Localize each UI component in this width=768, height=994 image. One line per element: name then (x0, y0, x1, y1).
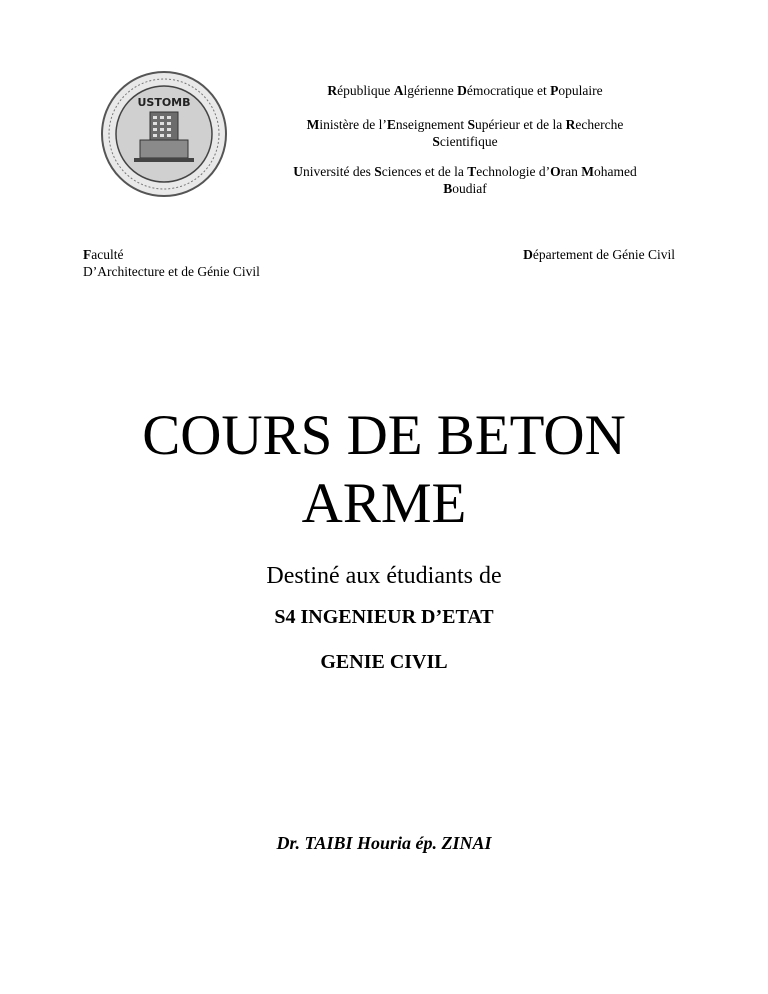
university-rest-5: oudiaf (452, 181, 487, 196)
department-label (523, 246, 675, 263)
university-rest-4: ohamed (593, 164, 637, 179)
republic-line (250, 82, 680, 99)
ministry-rest-3: echerche (575, 117, 624, 132)
university-line (250, 163, 680, 197)
university-rest-0: niversité des (303, 164, 375, 179)
republic-rest-2: émocratique et (466, 83, 551, 98)
university-cap-3: O (550, 164, 561, 179)
department-rest: épartement de Génie Civil (532, 247, 675, 262)
ministry-cap-2: S (467, 117, 475, 132)
university-cap-2: T (467, 164, 477, 179)
audience-field: GENIE CIVIL (320, 651, 448, 673)
republic-cap-1: A (393, 83, 404, 98)
republic-cap-3: P (550, 83, 559, 98)
university-rest-2: echnologie d’ (476, 164, 551, 179)
university-cap-0: U (293, 164, 304, 179)
republic-cap-2: D (457, 83, 467, 98)
ministry-rest-1: nseignement (395, 117, 468, 132)
republic-rest-1: lgérienne (403, 83, 458, 98)
author-name: Dr. TAIBI Houria ép. ZINAI (276, 833, 492, 853)
university-seal-logo (100, 70, 228, 198)
faculty-label (83, 246, 260, 280)
university-cap-4: M (581, 164, 594, 179)
faculty-rest: aculté (91, 247, 124, 262)
ministry-rest-4: cientifique (439, 134, 498, 149)
university-cap-5: B (443, 181, 453, 196)
republic-rest-3: opulaire (558, 83, 603, 98)
university-rest-3: ran (560, 164, 582, 179)
logo-text: USTOMB (137, 96, 191, 109)
course-title-line2: ARME (301, 472, 467, 535)
ministry-cap-4: S (432, 134, 440, 149)
audience-subtitle: Destiné aux étudiants de (266, 563, 502, 589)
department-cap: D (523, 247, 533, 262)
course-title-line1: COURS DE BETON (142, 404, 626, 467)
ministry-line (250, 116, 680, 150)
ministry-cap-3: R (565, 117, 576, 132)
ministry-cap-0: M (306, 117, 320, 132)
university-rest-1: ciences et de la (381, 164, 468, 179)
republic-rest-0: épublique (337, 83, 394, 98)
audience-level: S4 INGENIEUR D’ETAT (274, 606, 494, 628)
course-title (0, 402, 768, 538)
ministry-rest-2: upérieur et de la (474, 117, 566, 132)
university-cap-1: S (374, 164, 382, 179)
faculty-cap: F (83, 247, 92, 262)
republic-cap-0: R (327, 83, 338, 98)
ministry-cap-1: E (386, 117, 396, 132)
ministry-rest-0: inistère de l’ (319, 117, 387, 132)
faculty-name: D’Architecture et de Génie Civil (83, 264, 260, 279)
